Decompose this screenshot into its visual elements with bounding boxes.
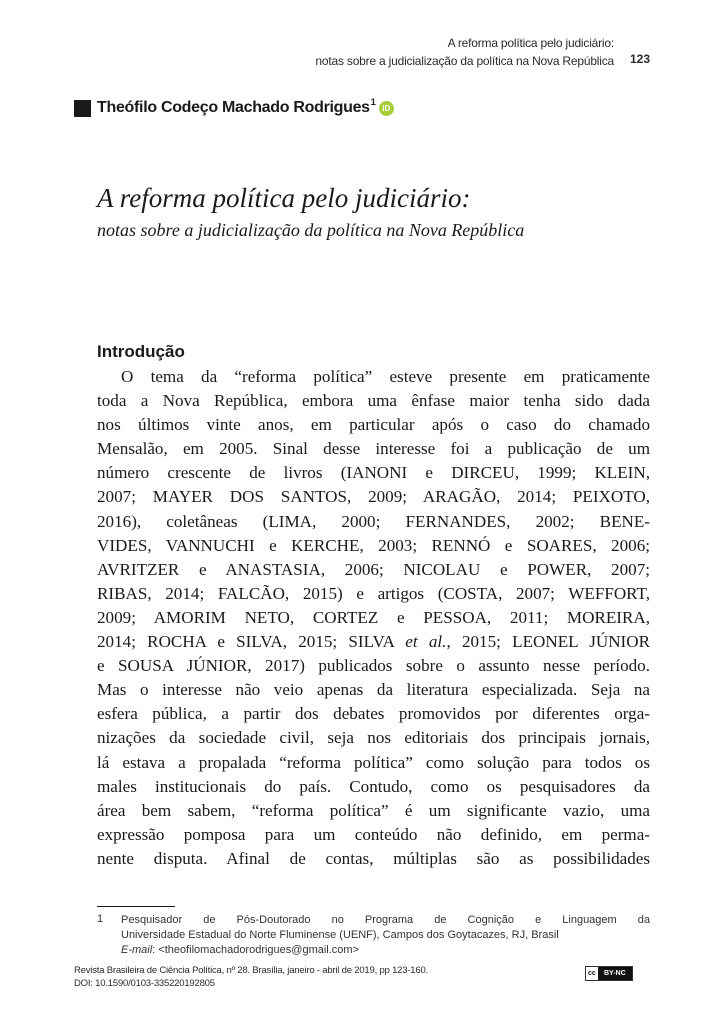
- body-line-part: , 2015; LEONEL JÚNIOR: [446, 632, 650, 652]
- article-subtitle: notas sobre a judicialização da política na Nova República: [97, 220, 525, 240]
- page-number: 123: [630, 52, 651, 66]
- body-line: número crescente de livros (IANONI e DIRCEU, 1999; KLEIN,: [97, 463, 650, 483]
- journal-doi[interactable]: DOI: 10.1590/0103-335220192805: [74, 978, 215, 989]
- footnote-rule: [97, 906, 175, 907]
- body-line: Mensalão, em 2005. Sinal desse interesse foi a publicação de um: [97, 439, 650, 459]
- body-line: 2009; AMORIM NETO, CORTEZ e PESSOA, 2011; MOREIRA,: [97, 607, 650, 627]
- footnote-line: Pesquisador de Pós-Doutorado no Programa de Cognição e Linguagem da: [121, 914, 650, 926]
- running-header-subtitle: notas sobre a judicialização da política na Nova República: [315, 54, 614, 68]
- body-line: AVRITZER e ANASTASIA, 2006; NICOLAU e POWER, 2007;: [97, 559, 650, 579]
- email-address[interactable]: : <theofilomachadorodrigues@gmail.com>: [152, 944, 360, 956]
- body-line: área bem sabem, “reforma política” é um significante vazio, uma: [97, 800, 650, 820]
- author-name: Theófilo Codeço Machado Rodrigues: [97, 99, 370, 116]
- body-line: nos últimos vinte anos, em particular após o caso do chamado: [97, 415, 650, 435]
- footnote-number: 1: [97, 913, 104, 925]
- cc-icon: cc: [586, 967, 598, 980]
- body-line: toda a Nova República, embora uma ênfase maior tenha sido dada: [97, 391, 650, 411]
- body-line-part: 2014; ROCHA e SILVA, 2015; SILVA: [97, 632, 406, 652]
- cc-license-label: BY-NC: [598, 967, 632, 980]
- journal-citation: Revista Brasileira de Ciência Política, nº 28. Brasília, janeiro - abril de 2019, pp 123-160.: [74, 965, 428, 976]
- body-line: 2007; MAYER DOS SANTOS, 2009; ARAGÃO, 2014; PEIXOTO,: [97, 487, 650, 507]
- email-label: E-mail: [121, 944, 153, 956]
- body-line: nizações da sociedade civil, seja nos editoriais dos principais jornais,: [97, 728, 650, 748]
- footnote-line: Universidade Estadual do Norte Fluminense (UENF), Campos dos Goytacazes, RJ, Brasil: [121, 929, 559, 941]
- body-line: expressão pomposa para um conteúdo não definido, em perma-: [97, 824, 650, 844]
- orcid-icon[interactable]: iD: [379, 101, 394, 116]
- italic-et-al: et al.: [405, 632, 447, 652]
- body-line: nente disputa. Afinal de contas, múltiplas são as possibilidades: [97, 848, 650, 868]
- body-line-mixed: [97, 630, 650, 654]
- running-header-title: A reforma política pelo judiciário:: [447, 36, 614, 50]
- journal-footer: [74, 964, 428, 990]
- article-title: A reforma política pelo judiciário:: [97, 183, 471, 213]
- section-heading: Introdução: [97, 342, 185, 361]
- body-line: lá estava a propalada “reforma política” como solução para todos os: [97, 752, 650, 772]
- body-line: males institucionais do país. Contudo, como os pesquisadores da: [97, 776, 650, 796]
- body-line: 2016), coletâneas (LIMA, 2000; FERNANDES, 2002; BENE-: [97, 511, 650, 531]
- running-header: [315, 34, 614, 70]
- body-line: e SOUSA JÚNIOR, 2017) publicados sobre o assunto nesse período.: [97, 656, 650, 676]
- author-marker-square: [74, 100, 91, 117]
- author-block: [74, 98, 394, 118]
- body-line: RIBAS, 2014; FALCÃO, 2015) e artigos (COSTA, 2007; WEFFORT,: [97, 583, 650, 603]
- footnote-text: [121, 913, 650, 958]
- author-footnote-mark: 1: [370, 97, 376, 107]
- body-line: VIDES, VANNUCHI e KERCHE, 2003; RENNÓ e SOARES, 2006;: [97, 535, 650, 555]
- body-paragraph: [97, 365, 650, 871]
- body-line: Mas o interesse não veio apenas da literatura especializada. Seja na: [97, 680, 650, 700]
- body-line: esfera pública, a partir dos debates promovidos por diferentes orga-: [97, 704, 650, 724]
- footnote-email-line: [121, 943, 650, 958]
- body-line: O tema da “reforma política” esteve presente em praticamente: [121, 367, 650, 386]
- cc-license-badge[interactable]: [585, 966, 633, 981]
